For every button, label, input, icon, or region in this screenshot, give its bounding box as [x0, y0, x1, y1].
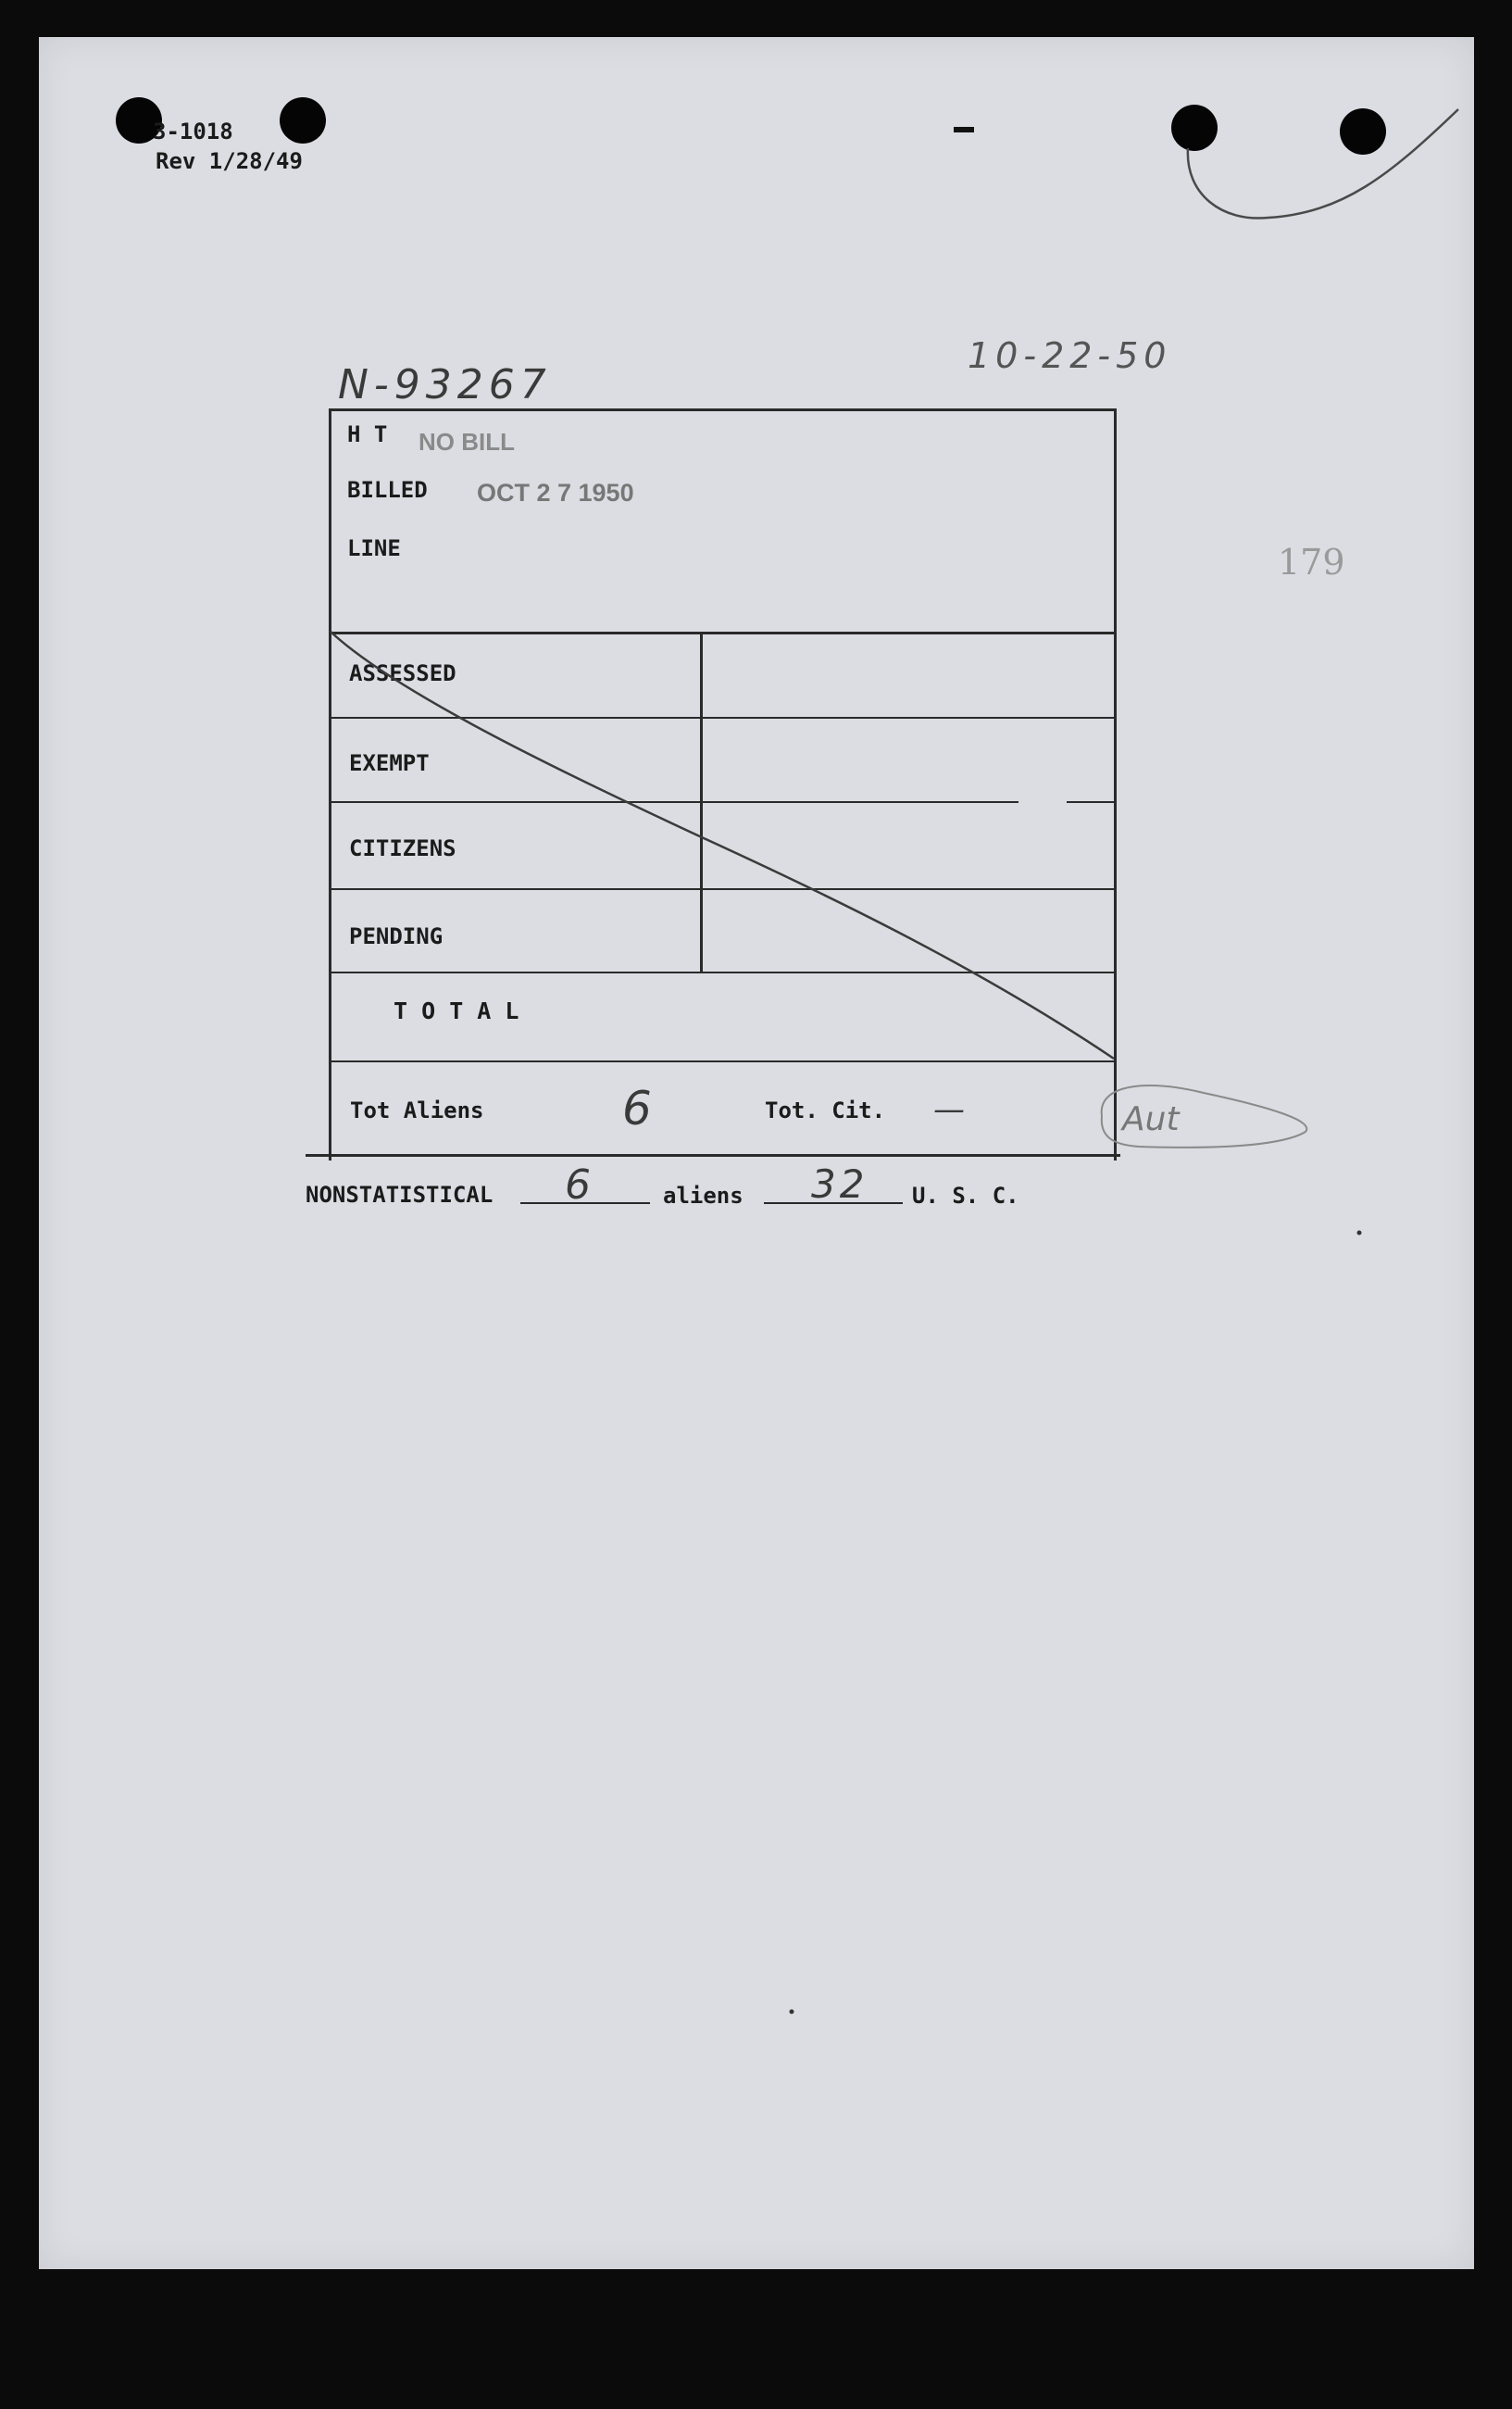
divider-exempt-right	[1067, 801, 1115, 803]
nonstatistical-label: NONSTATISTICAL	[306, 1182, 494, 1208]
handwritten-file-number: N-93267	[338, 361, 552, 408]
box-bottom-border	[306, 1154, 1120, 1157]
billed-label: BILLED	[347, 477, 428, 503]
punch-hole-right-2	[1340, 108, 1386, 155]
aliens-label: aliens	[663, 1183, 744, 1209]
box-top-border	[329, 408, 1116, 411]
divider-header	[329, 632, 1116, 634]
ht-label: H T	[347, 421, 388, 447]
punch-hole-right-1	[1171, 105, 1218, 151]
tot-aliens-label: Tot Aliens	[350, 1098, 484, 1123]
exempt-label: EXEMPT	[349, 750, 430, 776]
page-number: 179	[1278, 542, 1345, 583]
box-right-border	[1114, 408, 1117, 1161]
divider-pending	[329, 972, 1116, 973]
form-number: 3-1018	[153, 119, 233, 144]
handwritten-initials: Aut	[1122, 1100, 1180, 1138]
total-label: T O T A L	[394, 997, 519, 1024]
tot-cit-value: —	[933, 1091, 965, 1128]
divider-assessed	[329, 717, 1116, 719]
usc-label: U. S. C.	[912, 1183, 1019, 1209]
pending-label: PENDING	[349, 923, 444, 949]
document-page	[39, 37, 1474, 2269]
tot-cit-label: Tot. Cit.	[765, 1098, 886, 1123]
divider-citizens	[329, 888, 1116, 890]
nonstat-aliens-value: 6	[565, 1161, 591, 1209]
nonstat-usc-value: 32	[811, 1161, 868, 1207]
assessed-label: ASSESSED	[349, 660, 456, 686]
no-bill-stamp: NO BILL	[419, 428, 515, 456]
billed-date-stamp: OCT 2 7 1950	[477, 479, 634, 507]
divider-exempt-left	[329, 801, 1018, 803]
form-revision: Rev 1/28/49	[156, 148, 303, 174]
handwritten-date: 10-22-50	[968, 335, 1172, 376]
column-divider	[700, 632, 703, 972]
divider-total	[329, 1060, 1116, 1062]
citizens-label: CITIZENS	[349, 835, 456, 861]
tot-aliens-value: 6	[622, 1082, 652, 1135]
punch-hole-left-2	[280, 97, 326, 144]
line-label: LINE	[347, 535, 401, 561]
box-left-border	[329, 408, 331, 1161]
